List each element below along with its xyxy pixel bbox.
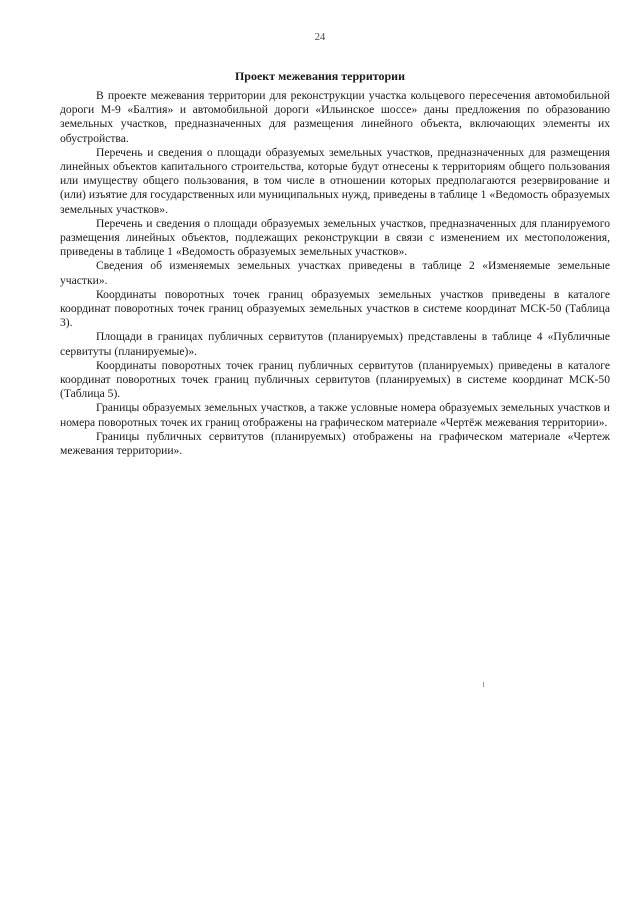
paragraph-servitude-coordinates: Координаты поворотных точек границ публичных сервитутов (планируемых) приведены в каталоге координат поворотных точек границ публичных сервитутов (планируемых) в системе координат МСК-50 (Таблица 5). [60, 358, 610, 401]
paragraph-servitude-areas: Площади в границах публичных сервитутов (планируемых) представлены в таблице 4 «Публичные сервитуты (планируемые)». [60, 330, 610, 358]
scan-artifact-mark [483, 682, 484, 687]
page-number: 24 [314, 32, 326, 43]
document-body [60, 89, 610, 458]
paragraph-list-reconstruction: Перечень и сведения о площади образуемых земельных участков, предназначенных для планируемого размещения линейных объектов, подлежащих реконструкции в связи с изменением их местоположения, приведены в таблице 1 «Ведомость образуемых земельных участков». [60, 216, 610, 259]
paragraph-servitude-drawing: Границы публичных сервитутов (планируемых) отображены на графическом материале «Чертеж межевания территории». [60, 429, 610, 458]
paragraph-intro: В проекте межевания территории для реконструкции участка кольцевого пересечения автомобильной дороги М-9 «Балтия» и автомобильной дороги «Ильинское шоссе» даны предложения по образованию земельных участков, предназначенных для размещения линейного объекта, включающих элементы их обустройства. [60, 89, 610, 145]
paragraph-list-public-use: Перечень и сведения о площади образуемых земельных участков, предназначенных для размещения линейных объектов капитального строительства, которые будут отнесены к территориям общего пользования или имуществу общего пользования, в том числе в отношении которых предполагаются резервирование и (или) изъятие для государственных или муниципальных нужд, приведены в таблице 1 «Ведомость образуемых земельных участков». [60, 145, 610, 216]
paragraph-plot-coordinates: Координаты поворотных точек границ образуемых земельных участков приведены в каталоге координат поворотных точек границ образуемых земельных участков в системе координат МСК-50 (Таблица 3). [60, 287, 610, 330]
paragraph-plot-drawing: Границы образуемых земельных участков, а также условные номера образуемых земельных участков и номера поворотных точек их границ отображены на графическом материале «Чертёж межевания территории». [60, 401, 610, 429]
document-title: Проект межевания территории [234, 69, 406, 83]
paragraph-changed-plots: Сведения об изменяемых земельных участках приведены в таблице 2 «Изменяемые земельные участки». [60, 259, 610, 287]
